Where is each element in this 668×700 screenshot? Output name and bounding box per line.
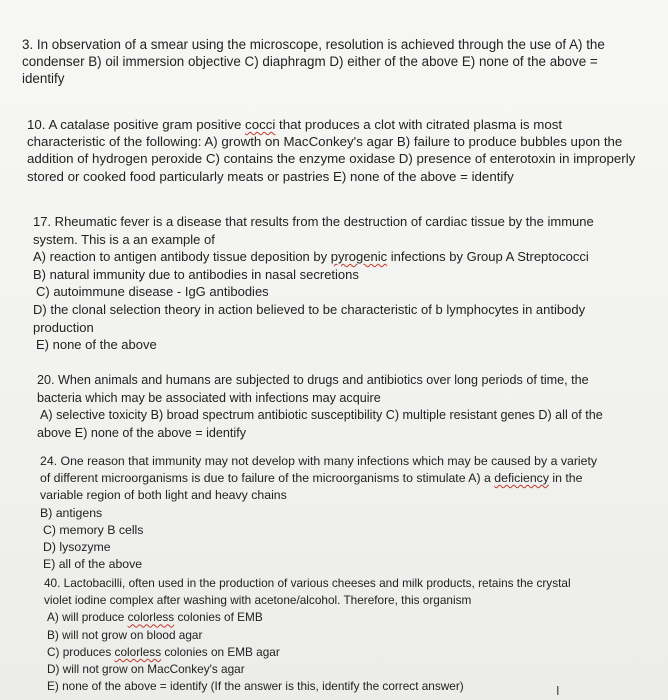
option-c: C) autoimmune disease - IgG antibodies bbox=[36, 284, 269, 300]
question-24 bbox=[40, 453, 597, 573]
option-d: D) the clonal selection theory in action believed to be characteristic of b lymphocytes in antibody bbox=[33, 301, 586, 317]
question-line: system. This is a an example of bbox=[33, 231, 215, 247]
text-segment: that produces a clot with citrated plasma is most bbox=[275, 117, 563, 132]
option-b: B) will not grow on blood agar bbox=[47, 627, 203, 642]
option-d: D) will not grow on MacConkey's agar bbox=[47, 662, 245, 677]
question-line: 17. Rheumatic fever is a disease that results from the destruction of cardiac tissue by the immune bbox=[33, 214, 594, 229]
question-line: 20. When animals and humans are subjected to drugs and antibiotics over long periods of time, the bbox=[37, 373, 589, 387]
question-line: addition of hydrogen peroxide C) contains the enzyme oxidase D) presence of enterotoxin in improperly bbox=[27, 151, 636, 167]
option-e: E) none of the above bbox=[36, 337, 157, 353]
option-d-cont: production bbox=[33, 319, 94, 335]
question-line: 24. One reason that immunity may not develop with many infections which may be caused by a variety bbox=[40, 454, 598, 468]
question-17 bbox=[33, 213, 594, 354]
question-line: 3. In observation of a smear using the microscope, resolution is achieved through the use of A) the bbox=[22, 37, 605, 52]
option-c: C) memory B cells bbox=[43, 522, 144, 537]
question-line: stored or cooked food particularly meats or pastries E) none of the above = identify bbox=[27, 168, 514, 184]
option-a bbox=[33, 248, 594, 266]
text-segment: colonies on EMB agar bbox=[161, 644, 280, 659]
misspelled-word: pyrogenic bbox=[330, 249, 388, 265]
misspelled-word: cocci bbox=[245, 117, 276, 132]
misspelled-word: colorless bbox=[127, 610, 175, 625]
option-b: B) natural immunity due to antibodies in nasal secretions bbox=[33, 266, 359, 282]
question-line bbox=[27, 116, 635, 133]
option-e: E) none of the above = identify (If the answer is this, identify the correct answer) bbox=[47, 679, 464, 694]
option-b: B) antigens bbox=[40, 505, 103, 520]
question-3 bbox=[22, 36, 605, 88]
question-line bbox=[40, 470, 597, 487]
text-segment: in the bbox=[548, 471, 583, 486]
question-line: violet iodine complex after washing with acetone/alcohol. Therefore, this organism bbox=[44, 593, 472, 608]
question-line: condenser B) oil immersion objective C) diaphragm D) either of the above E) none of the above = bbox=[22, 54, 598, 70]
text-segment: colonies of EMB bbox=[174, 610, 263, 625]
question-line: identify bbox=[22, 71, 65, 87]
option-c bbox=[44, 644, 571, 661]
text-segment: infections by Group A Streptococci bbox=[387, 249, 589, 265]
text-segment: of different microorganisms is due to failure of the microorganisms to stimulate A) a bbox=[40, 471, 495, 486]
question-line: characteristic of the following: A) growth on MacConkey's agar B) failure to produce bubbles upon the bbox=[27, 134, 623, 150]
question-line: bacteria which may be associated with infections may acquire bbox=[37, 390, 381, 405]
question-10 bbox=[27, 116, 635, 185]
misspelled-word: deficiency bbox=[494, 471, 549, 486]
text-segment: C) produces bbox=[47, 644, 115, 659]
question-line: A) selective toxicity B) broad spectrum antibiotic susceptibility C) multiple resistant genes D) all of the bbox=[40, 408, 603, 423]
text-cursor-icon: I bbox=[556, 684, 560, 698]
option-e: E) all of the above bbox=[43, 557, 143, 572]
question-line: above E) none of the above = identify bbox=[37, 425, 246, 440]
text-segment: A) will produce bbox=[47, 610, 128, 625]
question-line: 40. Lactobacilli, often used in the production of various cheeses and milk products, retains the crystal bbox=[44, 576, 571, 590]
question-20 bbox=[37, 372, 603, 442]
option-d: D) lysozyme bbox=[43, 540, 111, 555]
text-segment: A) reaction to antigen antibody tissue deposition by bbox=[33, 249, 331, 265]
text-segment: 10. A catalase positive gram positive bbox=[27, 117, 246, 132]
question-40 bbox=[44, 575, 571, 695]
question-line: variable region of both light and heavy chains bbox=[40, 488, 287, 503]
option-a bbox=[44, 609, 571, 626]
misspelled-word: colorless bbox=[114, 644, 162, 659]
